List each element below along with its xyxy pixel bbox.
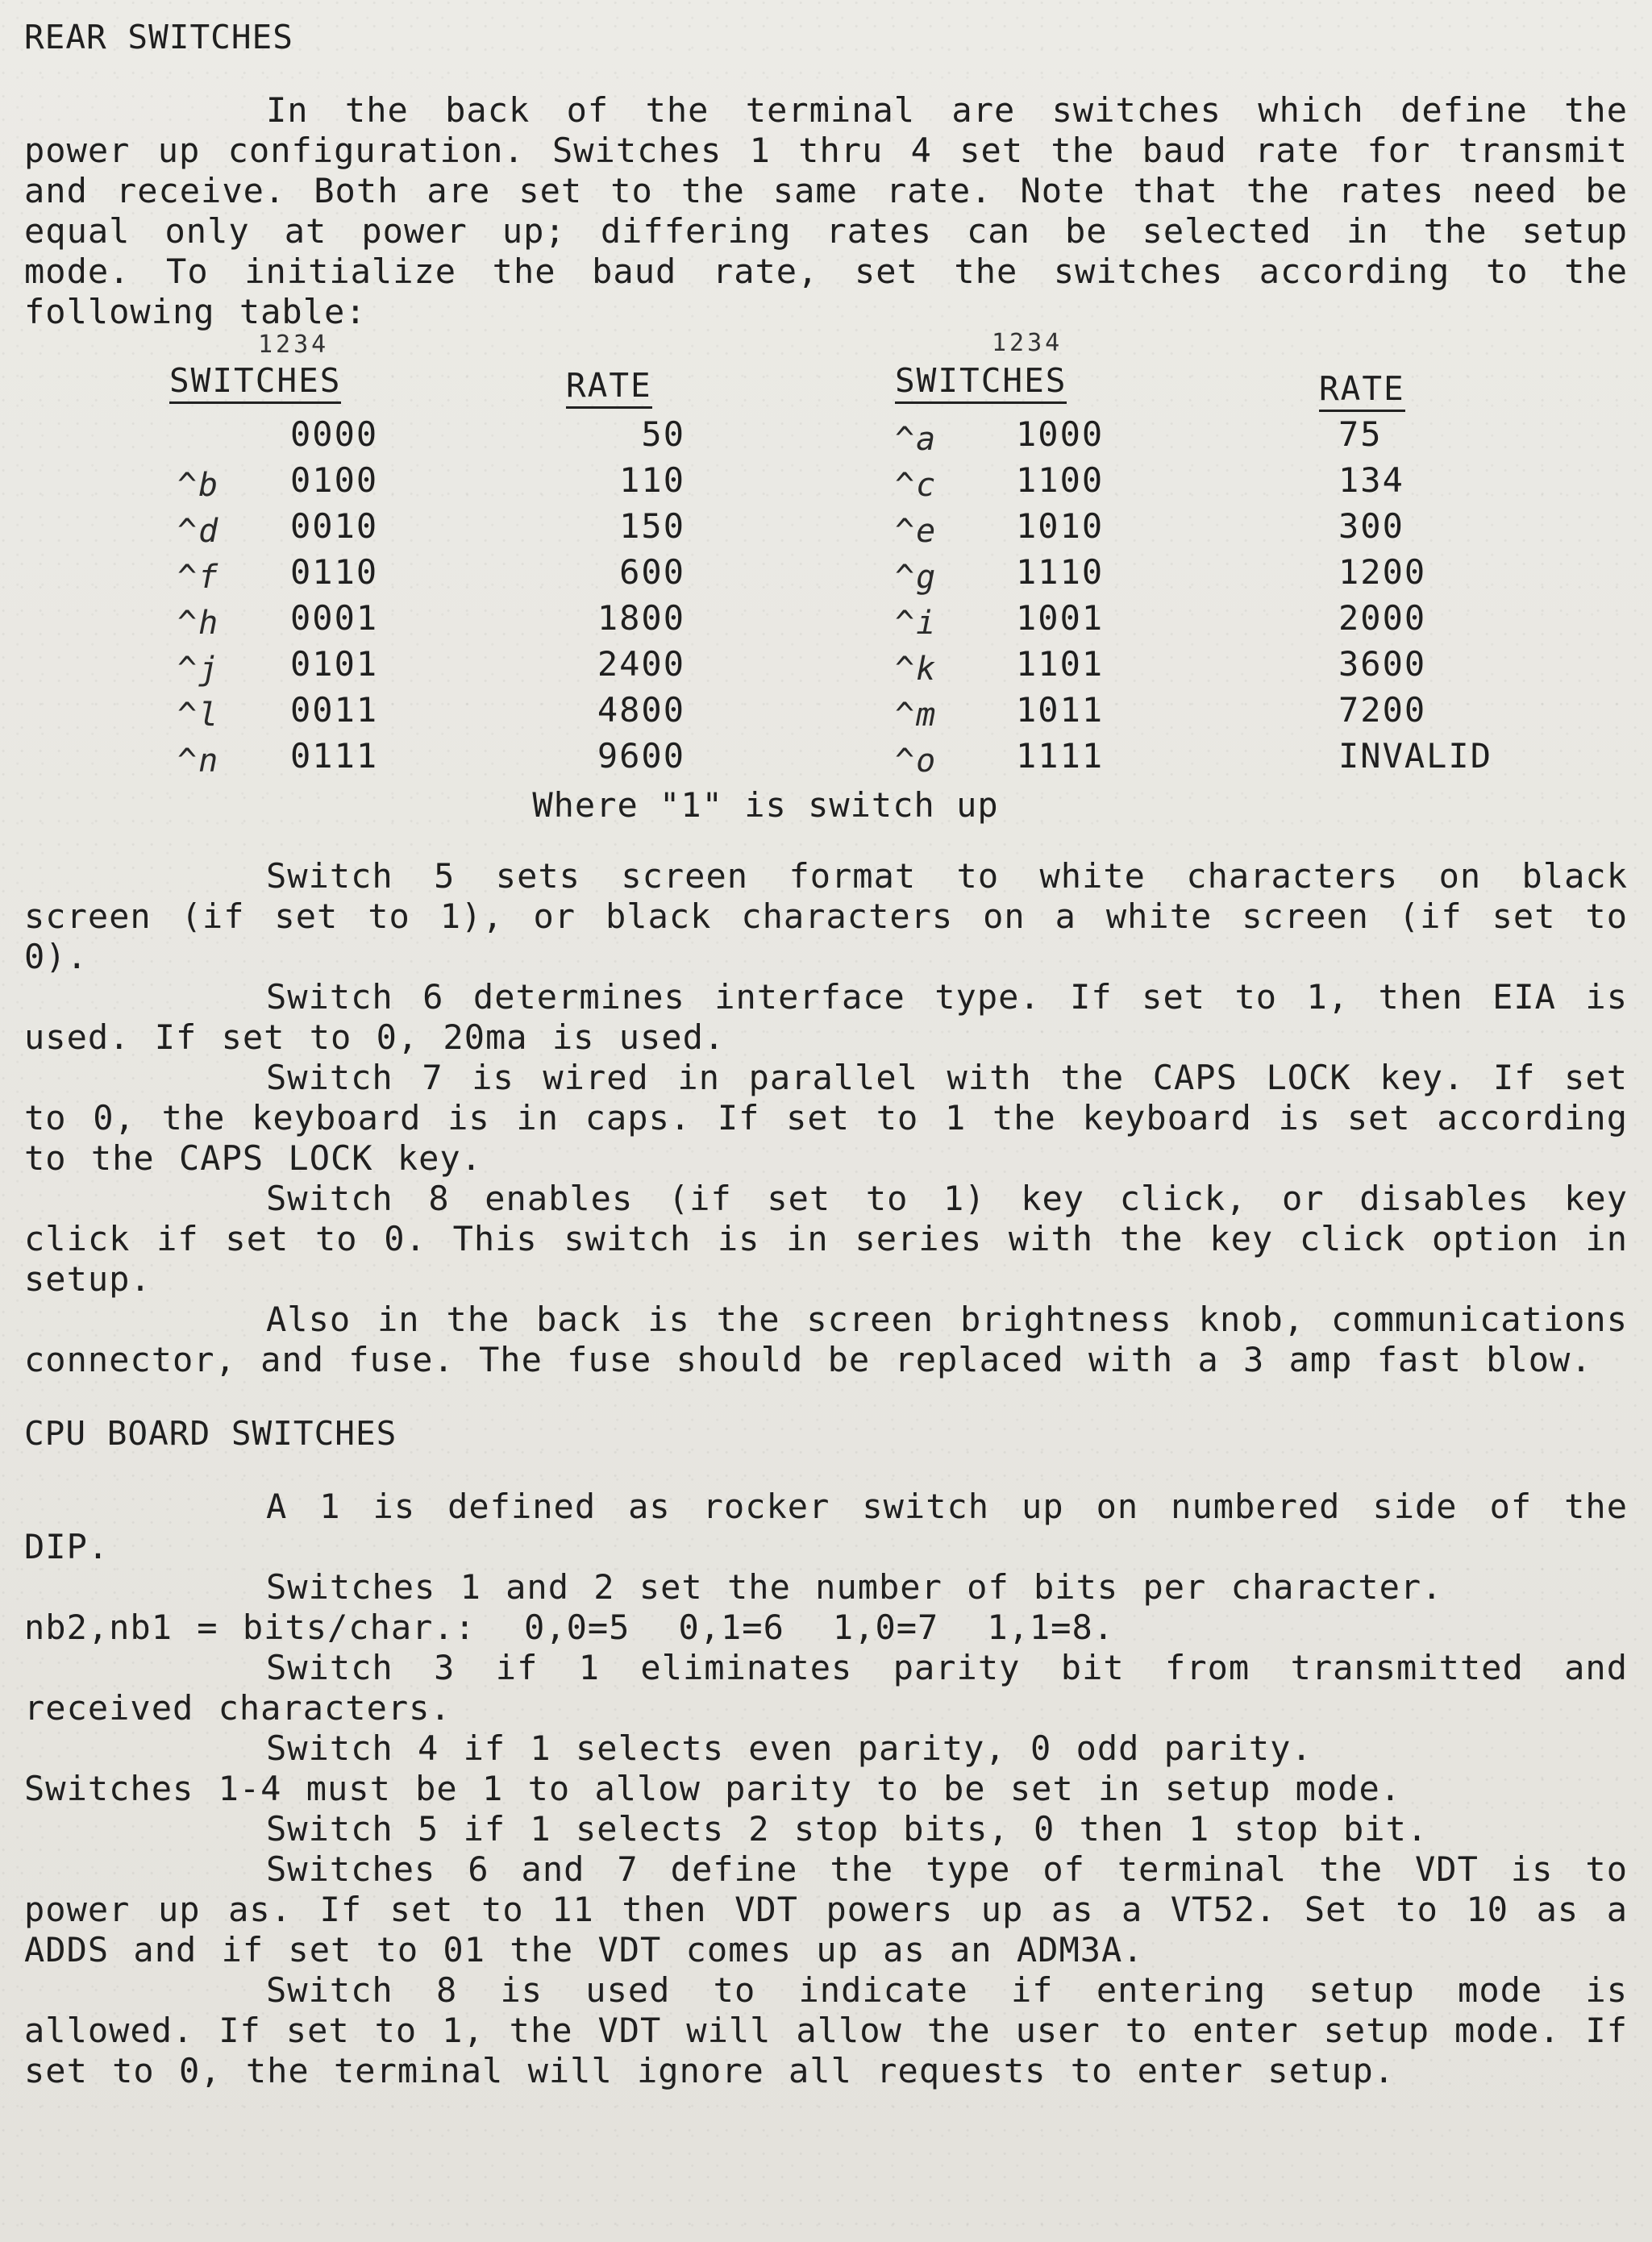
- switch-setting: 1000: [1016, 414, 1105, 454]
- baud-rate-value: 150: [619, 506, 685, 546]
- baud-row-right: [24, 506, 1637, 550]
- table-footnote: Where "1" is switch up: [532, 785, 999, 825]
- baud-row-right: [24, 644, 1637, 688]
- cpu-switches-1-4-paragraph: Switches 1-4 must be 1 to allow parity to be set in setup mode.: [24, 1769, 1402, 1808]
- baud-row-right: [24, 460, 1637, 504]
- ctrl-key-label: ^i: [895, 605, 938, 642]
- baud-rate-value: 9600: [597, 736, 685, 776]
- bits-value-2: 0,1=6: [678, 1608, 784, 1647]
- ctrl-key-label: ^f: [177, 559, 220, 596]
- rear-intro-paragraph: In the back of the terminal are switches which define the power up configuration. Switches 1 thru 4 set the baud rate for transmit and receive. Both are set to the same rate. Note that the rates need be equal only at power up; differing rates can be selected in the setup mode. To initialize the baud rate, set the switches according to the following table:: [24, 90, 1628, 331]
- switch-setting: 0110: [290, 552, 379, 592]
- switch-setting: 0011: [290, 690, 379, 730]
- switch-setting: 0001: [290, 598, 379, 638]
- switch-setting: 1111: [1016, 736, 1105, 776]
- baud-rate-value: 1200: [1338, 552, 1427, 592]
- rear-also-paragraph: Also in the back is the screen brightness knob, communications connector, and fuse. The fuse should be replaced with a 3 amp fast blow.: [24, 1300, 1628, 1379]
- rear-switches-heading: REAR SWITCHES: [24, 18, 293, 56]
- ctrl-key-label: ^d: [177, 513, 220, 550]
- ctrl-key-label: ^j: [177, 651, 220, 688]
- ctrl-key-label: ^n: [177, 742, 220, 780]
- ctrl-key-label: ^o: [895, 742, 938, 780]
- switch-setting: 0100: [290, 460, 379, 500]
- ctrl-key-label: ^h: [177, 605, 220, 642]
- cpu-board-switches-heading: CPU BOARD SWITCHES: [24, 1414, 397, 1453]
- switch-setting: 1011: [1016, 690, 1105, 730]
- switches-column-header-left: SWITCHES: [169, 361, 341, 404]
- switch-setting: 1010: [1016, 506, 1105, 546]
- baud-rate-value: 4800: [597, 690, 685, 730]
- switch-setting: 0000: [290, 414, 379, 454]
- bits-value-3: 1,0=7: [832, 1608, 939, 1647]
- rate-column-header-left: RATE: [566, 366, 652, 409]
- cpu-switch-5-paragraph: Switch 5 if 1 selects 2 stop bits, 0 then 1 stop bit.: [266, 1809, 1429, 1849]
- ctrl-key-label: ^k: [895, 651, 938, 688]
- baud-rate-value: 2400: [597, 644, 685, 684]
- baud-rate-value: 110: [619, 460, 685, 500]
- switch-setting: 1110: [1016, 552, 1105, 592]
- ctrl-key-label: ^g: [895, 559, 938, 596]
- switch7-paragraph: Switch 7 is wired in parallel with the CAPS LOCK key. If set to 0, the keyboard is in caps. If set to 1 the keyboard is set according to the CAPS LOCK key.: [24, 1058, 1628, 1178]
- bits-value-4: 1,1=8.: [987, 1608, 1115, 1647]
- baud-rate-value: 1800: [597, 598, 685, 638]
- baud-row-right: [24, 690, 1637, 734]
- switch-number-hint-right: 1234: [992, 329, 1063, 357]
- baud-rate-value: 300: [1338, 506, 1404, 546]
- switch-setting: 0111: [290, 736, 379, 776]
- cpu-switch-4-paragraph: Switch 4 if 1 selects even parity, 0 odd parity.: [266, 1728, 1313, 1768]
- cpu-definition-paragraph: A 1 is defined as rocker switch up on numbered side of the DIP.: [24, 1487, 1628, 1566]
- switch-setting: 1100: [1016, 460, 1105, 500]
- cpu-switch-8-paragraph: Switch 8 is used to indicate if entering setup mode is allowed. If set to 1, the VDT will allow the user to enter setup mode. If set to 0, the terminal will ignore all requests to enter setup.: [24, 1970, 1628, 2090]
- baud-rate-table: [24, 329, 1628, 785]
- ctrl-key-label: ^b: [177, 467, 220, 504]
- baud-rate-value: INVALID: [1338, 736, 1493, 776]
- baud-rate-value: 50: [641, 414, 685, 454]
- cpu-switches-1-2-paragraph: Switches 1 and 2 set the number of bits per character.: [266, 1567, 1443, 1607]
- baud-rate-value: 7200: [1338, 690, 1427, 730]
- switch-setting: 0101: [290, 644, 379, 684]
- baud-row-right: [24, 598, 1637, 642]
- cpu-switches-6-7-paragraph: Switches 6 and 7 define the type of terminal the VDT is to power up as. If set to 11 then VDT powers up as a VT52. Set to 10 as a ADDS and if set to 01 the VDT comes up as an ADM3A.: [24, 1849, 1628, 1970]
- ctrl-key-label: ^c: [895, 467, 938, 504]
- baud-rate-value: 134: [1338, 460, 1404, 500]
- bits-value-1: 0,0=5: [524, 1608, 630, 1647]
- switches-column-header-right: SWITCHES: [895, 361, 1067, 404]
- rate-column-header-right: RATE: [1319, 369, 1405, 412]
- switch-setting: 0010: [290, 506, 379, 546]
- cpu-switch-3-paragraph: Switch 3 if 1 eliminates parity bit from transmitted and received characters.: [24, 1648, 1628, 1728]
- switch8-paragraph: Switch 8 enables (if set to 1) key click, or disables key click if set to 0. This switch is in series with the key click option in setup.: [24, 1179, 1628, 1299]
- baud-rate-value: 2000: [1338, 598, 1427, 638]
- bits-per-char-line: [24, 1608, 1628, 1648]
- switch-setting: 1001: [1016, 598, 1105, 638]
- switch5-paragraph: Switch 5 sets screen format to white characters on black screen (if set to 1), or black characters on a white screen (if set to 0).: [24, 856, 1628, 976]
- switch-setting: 1101: [1016, 644, 1105, 684]
- ctrl-key-label: ^a: [895, 421, 938, 458]
- bits-per-char-label: nb2,nb1 = bits/char.:: [24, 1608, 476, 1647]
- ctrl-key-label: ^e: [895, 513, 938, 550]
- switch-number-hint-left: 1234: [258, 331, 330, 359]
- ctrl-key-label: ^m: [895, 697, 938, 734]
- baud-rate-value: 600: [619, 552, 685, 592]
- ctrl-key-label: ^l: [177, 697, 220, 734]
- baud-rate-value: 75: [1338, 414, 1383, 454]
- switch6-paragraph: Switch 6 determines interface type. If set to 1, then EIA is used. If set to 0, 20ma is used.: [24, 977, 1628, 1057]
- baud-row-right: [24, 552, 1637, 596]
- baud-row-right: [24, 414, 1637, 458]
- baud-row-right: [24, 736, 1637, 780]
- baud-rate-value: 3600: [1338, 644, 1427, 684]
